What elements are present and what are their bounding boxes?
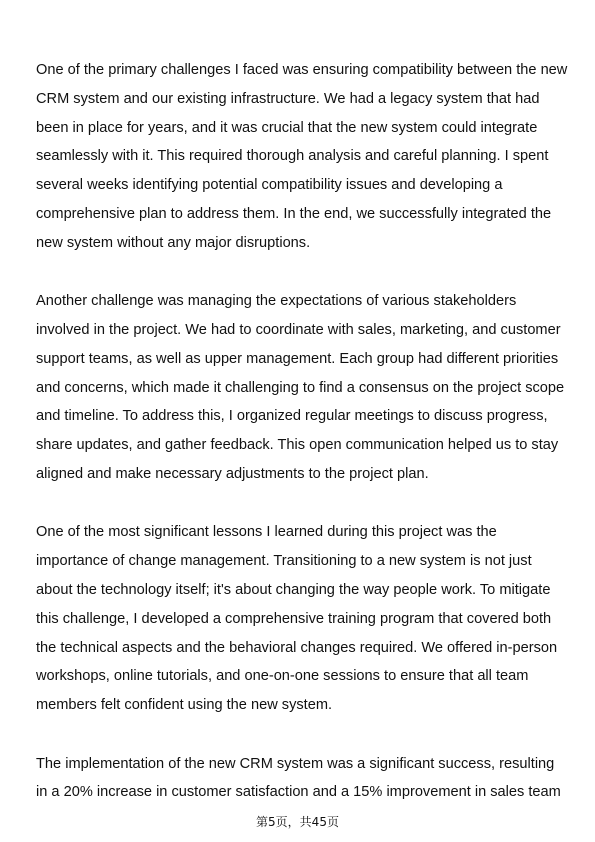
text-line: in a 20% increase in customer satisfaction and a 15% improvement in sales team: [36, 784, 561, 801]
text-line: new system without any major disruptions.: [36, 234, 311, 251]
text-line: the technical aspects and the behavioral changes required. We offered in-person: [36, 639, 558, 656]
text-line: been in place for years, and it was crucial that the new system could integrate: [36, 119, 538, 136]
text-line: share updates, and gather feedback. This open communication helped us to stay: [36, 437, 559, 454]
paragraph-implementation-results: [36, 750, 562, 808]
text-line: aligned and make necessary adjustments to the project plan.: [36, 465, 429, 482]
paragraph-compatibility: [36, 56, 568, 258]
text-line: workshops, online tutorials, and one-on-one sessions to ensure that all team: [36, 668, 529, 685]
text-line: CRM system and our existing infrastructure. We had a legacy system that had: [36, 90, 540, 107]
text-line: about the technology itself; it's about changing the way people work. To mitigate: [36, 581, 551, 598]
paragraph-stakeholders: [36, 287, 565, 489]
text-line: seamlessly with it. This required thorough analysis and careful planning. I spent: [36, 148, 549, 165]
text-line: support teams, as well as upper management. Each group had different priorities: [36, 350, 559, 367]
paragraph-change-management: [36, 518, 562, 720]
text-line: Another challenge was managing the expectations of various stakeholders: [36, 293, 517, 310]
text-line: One of the primary challenges I faced was ensuring compatibility between the new: [36, 62, 568, 78]
text-line: One of the most significant lessons I learned during this project was the: [36, 524, 497, 541]
text-line: importance of change management. Transitioning to a new system is not just: [36, 553, 532, 570]
text-line: this challenge, I developed a comprehensive training program that covered both: [36, 610, 552, 627]
text-line: comprehensive plan to address them. In the end, we successfully integrated the: [36, 205, 552, 222]
text-line: and concerns, which made it challenging to find a consensus on the project scope: [36, 379, 565, 396]
text-line: members felt confident using the new system.: [36, 697, 333, 714]
document-body: [36, 56, 568, 807]
text-line: The implementation of the new CRM system was a significant success, resulting: [36, 755, 555, 772]
page-number-footer: 第5页，共45页: [256, 815, 339, 829]
text-line: several weeks identifying potential compatibility issues and developing a: [36, 177, 503, 194]
text-line: and timeline. To address this, I organized regular meetings to discuss progress,: [36, 408, 548, 425]
text-line: involved in the project. We had to coordinate with sales, marketing, and customer: [36, 321, 561, 338]
